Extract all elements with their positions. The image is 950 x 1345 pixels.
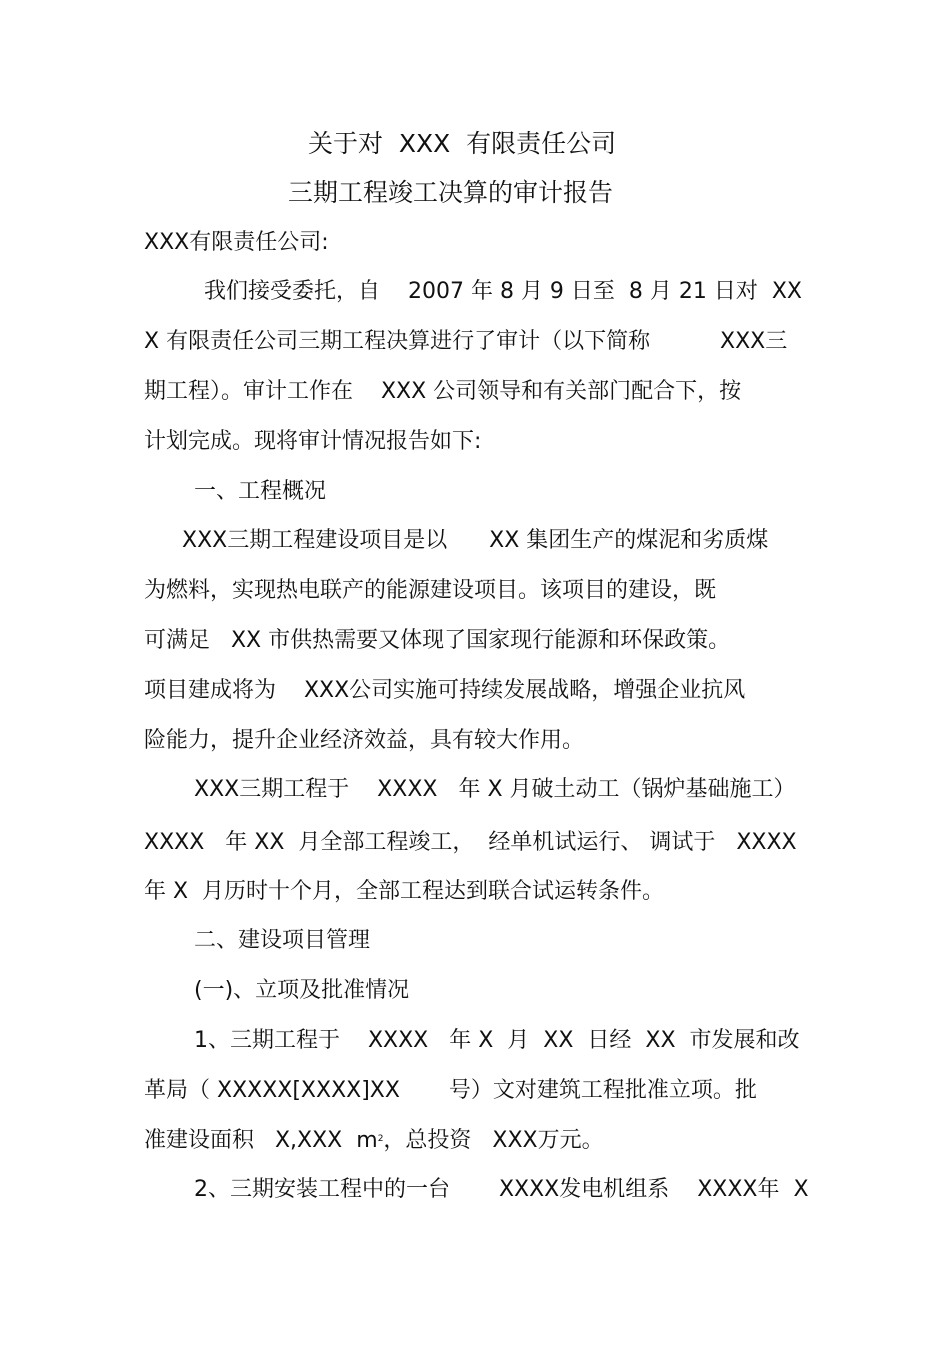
section-heading-1: 一、工程概况 (194, 479, 327, 504)
paragraph-line: 可满足 XX 市供热需要又体现了国家现行能源和环保政策。 (144, 628, 731, 653)
paragraph-line: XXX三期工程于 XXXX 年 X 月破土动工（锅炉基础施工） (194, 777, 796, 802)
paragraph-line: 我们接受委托，自 2007 年 8 月 9 日至 8 月 21 日对 XX (204, 279, 803, 304)
paragraph-line: 为燃料，实现热电联产的能源建设项目。该项目的建设，既 (144, 578, 717, 603)
paragraph-line: 项目建成将为 XXX公司实施可持续发展战略，增强企业抗风 (144, 678, 746, 703)
paragraph-line: 2、三期安装工程中的一台 XXXX发电机组系 XXXX年 X (194, 1177, 809, 1202)
area-text: 准建设面积 X,XXX m (144, 1128, 378, 1153)
paragraph-line: X 有限责任公司三期工程决算进行了审计（以下简称 XXX三 (144, 329, 788, 354)
section-heading-2: 二、建设项目管理 (194, 928, 371, 953)
paragraph-line: 革局（ XXXXX[XXXX]XX 号）文对建筑工程批准立项。批 (144, 1078, 757, 1103)
paragraph-line: XXXX 年 XX 月全部工程竣工， 经单机试运行、 调试于 XXXX (144, 830, 797, 855)
addressee: XXX有限责任公司: (144, 230, 329, 255)
investment-text: ，总投资 XXX万元。 (383, 1128, 604, 1153)
report-title-line-2: 三期工程竣工决算的审计报告 (288, 178, 614, 207)
paragraph-line: 年 X 月历时十个月，全部工程达到联合试运转条件。 (144, 879, 665, 904)
paragraph-line: XXX三期工程建设项目是以 XX 集团生产的煤泥和劣质煤 (182, 528, 769, 553)
paragraph-line: 险能力，提升企业经济效益，具有较大作用。 (144, 728, 585, 753)
paragraph-line: 计划完成。现将审计情况报告如下: (144, 429, 482, 454)
paragraph-line (144, 1126, 604, 1156)
paragraph-line: 期工程）。审计工作在 XXX 公司领导和有关部门配合下，按 (144, 379, 742, 404)
report-title-line-1: 关于对 XXX 有限责任公司 (308, 129, 617, 158)
paragraph-line: 1、三期工程于 XXXX 年 X 月 XX 日经 XX 市发展和改 (194, 1028, 800, 1053)
subsection-heading: (一)、立项及批准情况 (194, 978, 410, 1003)
area-unit-superscript: 2 (377, 1134, 384, 1144)
